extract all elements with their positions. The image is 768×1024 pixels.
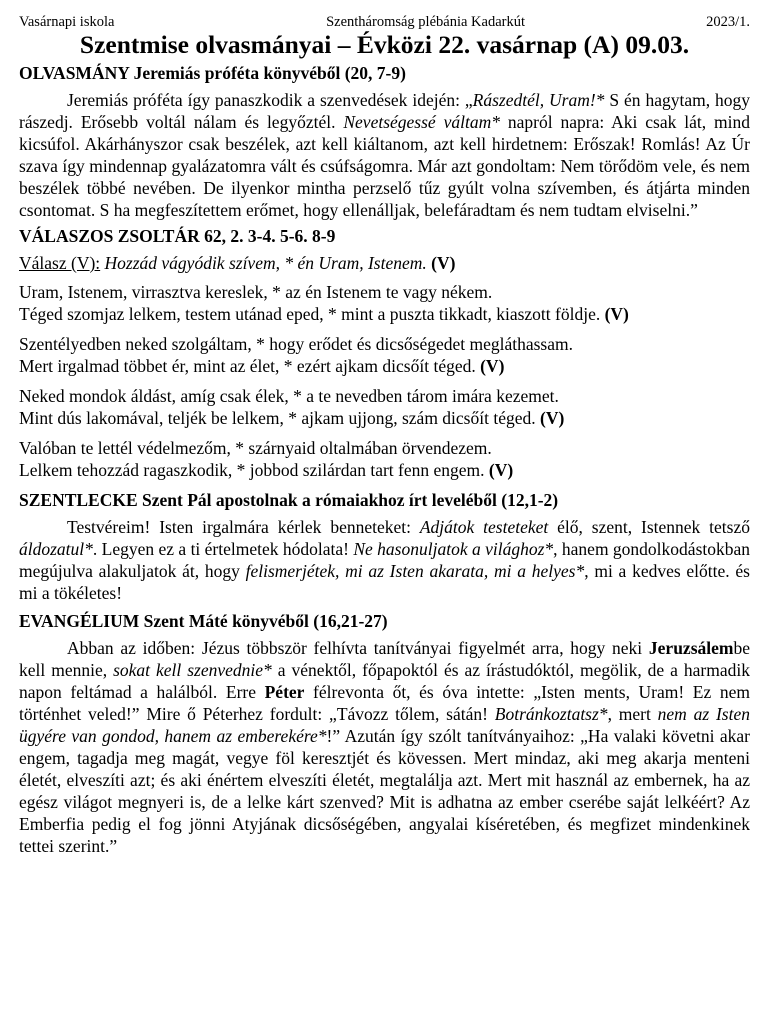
reading1-text: Jeremiás próféta így panaszkodik a szenvedések idején: „Rászedtél, Uram!* S én hagytam, hogy rászedj. Erősebb voltál nálam és legyőztél. Nevetségessé váltam* napról napra: Aki csak lát, mind kicsúfol. Akárhányszor csak beszélek, azt kell kiáltanom, azt kell hirdetnem: Erőszak! Romlás! Az Úr szava így mindennap gyalázatomra vált és csúfságomra. Már azt gondoltam: Nem törődöm vele, és nem beszélek többé nevében. De ilyenkor mintha perzselő tűz gyúlt volna szívemben, és átjárta minden csontomat. S ha megfeszítettem erőmet, hogy ellenálljak, belefáradtam és nem tudtam elviselni.” xyxy=(19,90,751,220)
page-header xyxy=(19,0,750,30)
reading2-heading: SZENTLECKE Szent Pál apostolnak a rómaiakhoz írt leveléből (12,1-2) xyxy=(19,490,559,510)
reading1-heading: OLVASMÁNY Jeremiás próféta könyvéből (20, 7-9) xyxy=(19,63,406,83)
gospel-text: Abban az időben: Jézus többször felhívta tanítványai figyelmét arra, hogy neki Jeruzsálembe kell mennie, sokat kell szenvednie* a vénektől, főpapoktól és az írástudóktól, megölik, de a harmadik napon feltámad a halálból. Erre Péter félrevonta őt, és óva intette: „Isten ments, Uram! Ez nem történhet veled!” Mire ő Péterhez fordult: „Távozz tőlem, sátán! Botránkoztatsz*, mert nem az Isten ügyére van gondod, hanem az emberekére*!” Azután így szólt tanítványaihoz: „Ha valaki követni akar engem, tagadja meg magát, vegye föl keresztjét és kövessen. Mert mindaz, aki meg akarja menteni életét, elveszíti azt; és aki énértem elveszíti életét, megtalálja azt. Mert mit használ az embernek, ha az egész világot megnyeri is, de a lelke kárt szenved? Mit is adhatna az ember cserébe saját lelkéért? Az Emberfia pedig el fog jönni Atyjának dicsőségében, angyalai kíséretében, és megfizet mindenkinek tettei szerint.” xyxy=(19,638,750,856)
header-right: 2023/1. xyxy=(706,14,750,30)
response-text: Hozzád vágyódik szívem, * én Uram, Istenem. xyxy=(104,253,427,273)
psalm-stanza-3: Neked mondok áldást, amíg csak élek, * a te nevedben tárom imára kezemet. Mint dús lakomával, teljék be lelkem, * ajkam ujjong, szám dicsőít téged. (V) xyxy=(19,386,565,428)
page-title: Szentmise olvasmányai – Évközi 22. vasárnap (A) 09.03. xyxy=(79,30,690,59)
psalm-stanza-4: Valóban te lettél védelmezőm, * szárnyaid oltalmában örvendezem. Lelkem tehozzád ragaszkodik, * jobbod szilárdan tart fenn engem. (V) xyxy=(19,438,514,480)
psalm-stanza-2: Szentélyedben neked szolgáltam, * hogy erődet és dicsőségedet megláthassam. Mert irgalmad többet ér, mint az élet, * ezért ajkam dicsőít téged. (V) xyxy=(19,334,573,376)
reading2-text: Testvéreim! Isten irgalmára kérlek benneteket: Adjátok testeteket élő, szent, Istennek tetsző áldozatul*. Legyen ez a ti értelmetek hódolata! Ne hasonuljatok a világhoz*, hanem gondolkodástokban megújulva alakuljatok át, hogy felismerjétek, mi az Isten akarata, mi a helyes*, mi a kedves előtte. és mi a tökéletes! xyxy=(19,517,751,603)
psalm-stanza-1: Uram, Istenem, virrasztva kereslek, * az én Istenem te vagy nékem. Téged szomjaz lelkem, testem utánad eped, * mint a puszta tikkadt, kiaszott földje. (V) xyxy=(19,282,629,324)
v-mark: (V) xyxy=(431,253,456,273)
header-left: Vasárnapi iskola xyxy=(19,14,115,30)
gospel-heading: EVANGÉLIUM Szent Máté könyvéből (16,21-27) xyxy=(19,611,388,631)
header-center: Szentháromság plébánia Kadarkút xyxy=(326,14,525,30)
response-label: Válasz (V): xyxy=(19,253,101,273)
psalm-heading: VÁLASZOS ZSOLTÁR 62, 2. 3-4. 5-6. 8-9 xyxy=(19,226,336,246)
psalm-response xyxy=(19,252,750,274)
